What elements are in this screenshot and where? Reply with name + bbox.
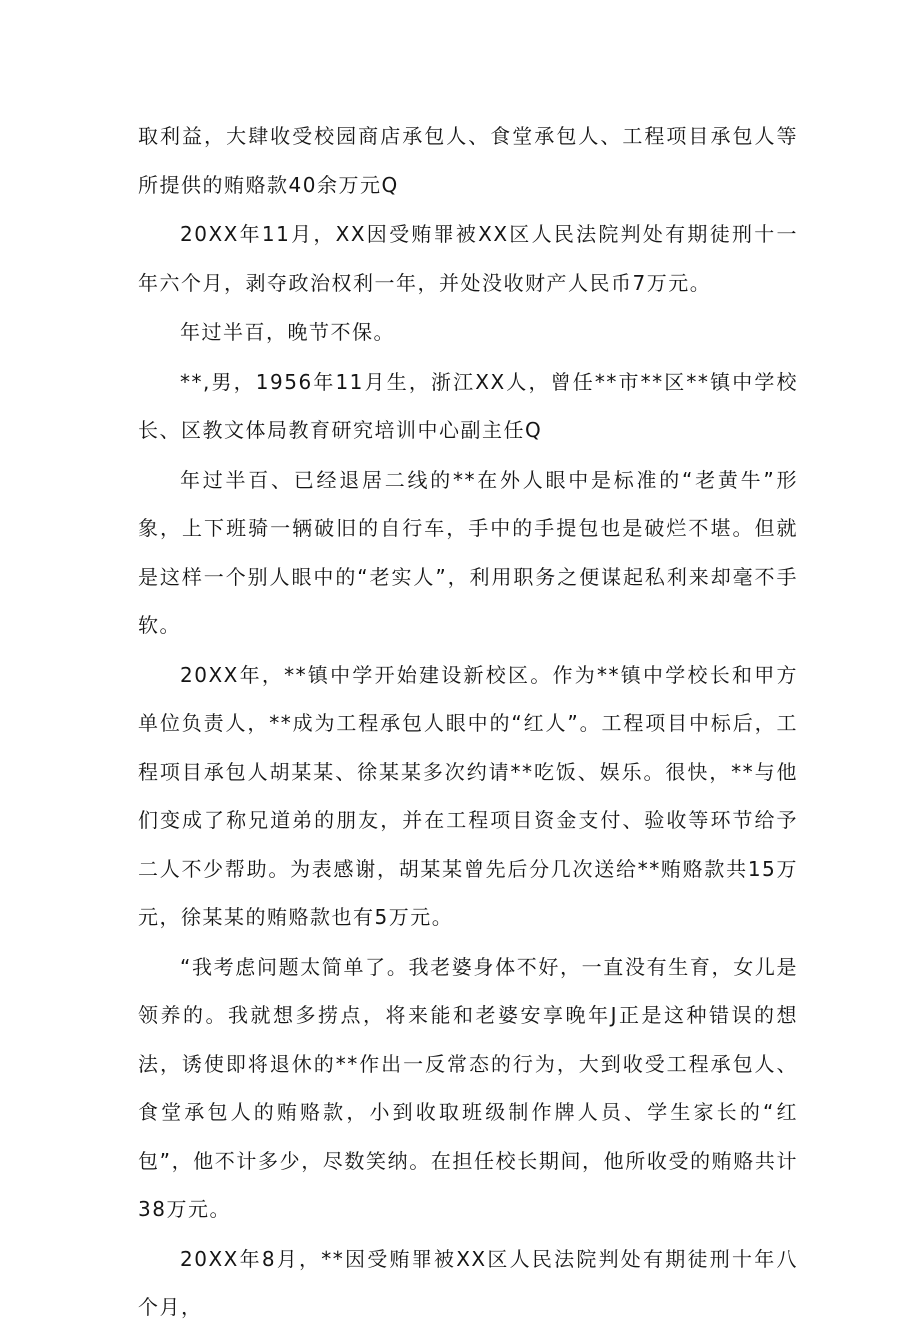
paragraph-2: 20XX年11月，XX因受贿罪被XX区人民法院判处有期徒刑十一年六个月，剥夺政治权利一年，并处没收财产人民币7万元。 xyxy=(138,222,798,295)
document-body xyxy=(138,112,798,1333)
paragraph-4: **,男，1956年11月生，浙江XX人，曾任**市**区**镇中学校长、区教文体局教育研究培训中心副主任Q xyxy=(138,369,798,442)
paragraph-1: 取利益，大肆收受校园商店承包人、食堂承包人、工程项目承包人等所提供的贿赂款40余万元Q xyxy=(138,124,798,197)
paragraph-7: “我考虑问题太简单了。我老婆身体不好，一直没有生育，女儿是领养的。我就想多捞点，将来能和老婆安享晚年J正是这种错误的想法，诱使即将退休的**作出一反常态的行为，大到收受工程承包人、食堂承包人的贿赂款，小到收取班级制作牌人员、学生家长的“红包”，他不计多少，尽数笑纳。在担任校长期间，他所收受的贿赂共计38万元。 xyxy=(138,954,798,1221)
paragraph-8: 20XX年8月，**因受贿罪被XX区人民法院判处有期徒刑十年八个月， xyxy=(138,1246,798,1319)
paragraph-5: 年过半百、已经退居二线的**在外人眼中是标准的“老黄牛”形象，上下班骑一辆破旧的自行车，手中的手提包也是破烂不堪。但就是这样一个别人眼中的“老实人”，利用职务之便谋起私利来却毫不手软。 xyxy=(138,467,798,637)
paragraph-6: 20XX年，**镇中学开始建设新校区。作为**镇中学校长和甲方单位负责人，**成为工程承包人眼中的“红人”。工程项目中标后，工程项目承包人胡某某、徐某某多次约请**吃饭、娱乐。很快，**与他们变成了称兄道弟的朋友，并在工程项目资金支付、验收等环节给予二人不少帮助。为表感谢，胡某某曾先后分几次送给**贿赂款共15万元，徐某某的贿赂款也有5万元。 xyxy=(138,662,798,929)
paragraph-3: 年过半百，晚节不保。 xyxy=(180,320,395,344)
